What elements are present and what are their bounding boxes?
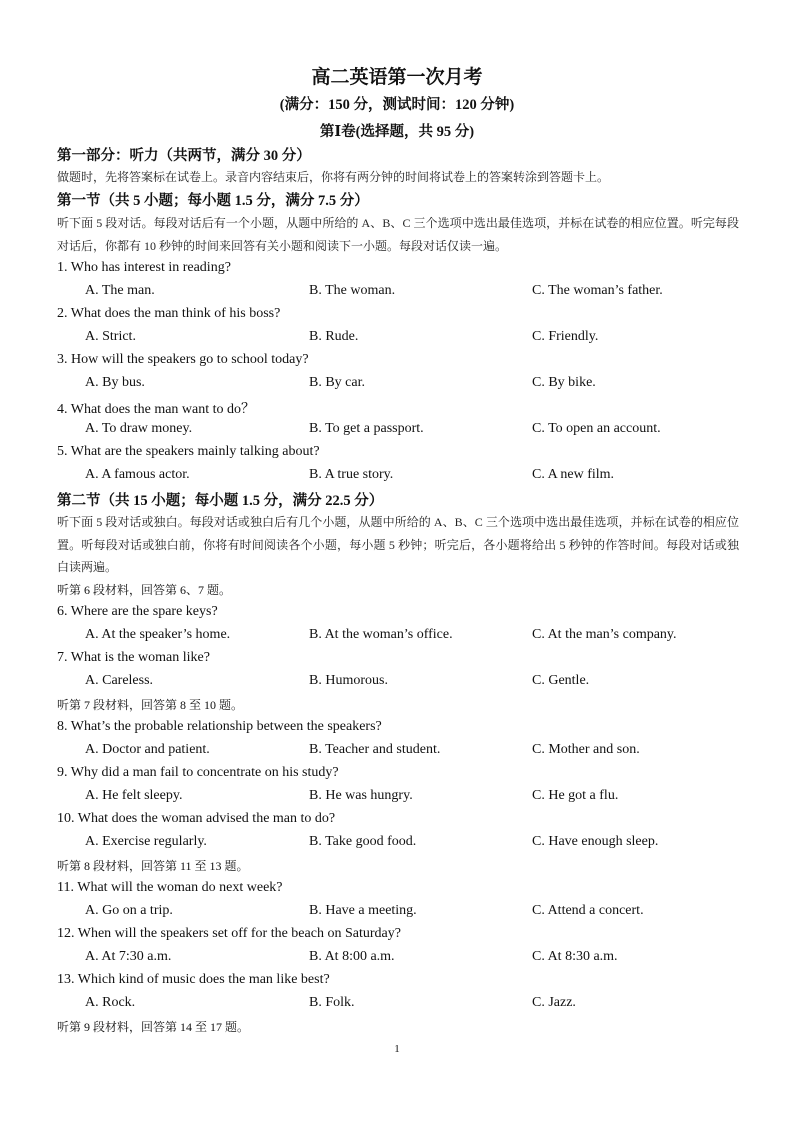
question-11: 11. What will the woman do next week? <box>57 880 283 895</box>
volume-heading: 第Ⅰ卷(选择题，共 95 分) <box>319 124 475 140</box>
q1-option-b: B. The woman. <box>309 283 396 298</box>
q13-option-a: A. Rock. <box>85 995 136 1010</box>
question-13: 13. Which kind of music does the man like best? <box>57 972 330 987</box>
question-6: 6. Where are the spare keys? <box>57 604 218 619</box>
q6-option-c: C. At the man’s company. <box>532 627 677 642</box>
q9-option-b: B. He was hungry. <box>309 788 413 803</box>
q9-option-a: A. He felt sleepy. <box>85 788 183 803</box>
question-2: 2. What does the man think of his boss? <box>57 306 281 321</box>
q2-option-b: B. Rude. <box>309 329 359 344</box>
part1-instruction: 做题时，先将答案标在试卷上。录音内容结束后，你将有两分钟的时间将试卷上的答案转涂到答题卡上。 <box>57 170 610 184</box>
q5-option-b: B. A true story. <box>309 467 394 482</box>
q4-option-a: A. To draw money. <box>85 421 193 436</box>
q2-option-a: A. Strict. <box>85 329 136 344</box>
material-7-note: 听第 7 段材料，回答第 8 至 10 题。 <box>57 698 244 712</box>
exam-title: 高二英语第一次月考 <box>311 67 483 88</box>
question-12: 12. When will the speakers set off for the beach on Saturday? <box>57 926 401 941</box>
question-1: 1. Who has interest in reading? <box>57 260 231 275</box>
q7-option-a: A. Careless. <box>85 673 154 688</box>
section2-heading: 第二节（共 15 小题；每小题 1.5 分，满分 22.5 分） <box>57 493 384 509</box>
section2-instruction: 听下面 5 段对话或独白。每段对话或独白后有几个小题，从题中所给的 A、B、C 三个选项中选出最佳选项，并标在试卷的相应位置。听每段对话或独白前，你将有时间阅读各个小题，每小题 5 秒钟；听完后，各小题将给出 5 秒钟的作答时间。每段对话或独白读两遍。 <box>57 515 739 574</box>
q8-option-a: A. Doctor and patient. <box>85 742 210 757</box>
q3-option-b: B. By car. <box>309 375 365 390</box>
material-6-note: 听第 6 段材料，回答第 6、7 题。 <box>57 583 232 597</box>
q6-option-b: B. At the woman’s office. <box>309 627 453 642</box>
q11-option-b: B. Have a meeting. <box>309 903 417 918</box>
q5-option-a: A. A famous actor. <box>85 467 190 482</box>
question-7: 7. What is the woman like? <box>57 650 210 665</box>
q12-option-c: C. At 8:30 a.m. <box>532 949 618 964</box>
exam-subtitle: (满分：150 分，测试时间：120 分钟) <box>279 97 515 113</box>
q4-option-c: C. To open an account. <box>532 421 661 436</box>
q13-option-b: B. Folk. <box>309 995 355 1010</box>
part1-heading: 第一部分：听力（共两节，满分 30 分） <box>57 148 311 164</box>
q8-option-b: B. Teacher and student. <box>309 742 441 757</box>
question-10: 10. What does the woman advised the man to do? <box>57 811 336 826</box>
q3-option-c: C. By bike. <box>532 375 596 390</box>
question-8: 8. What’s the probable relationship between the speakers? <box>57 719 382 734</box>
page-number: 1 <box>394 1043 400 1055</box>
q10-option-b: B. Take good food. <box>309 834 417 849</box>
q8-option-c: C. Mother and son. <box>532 742 640 757</box>
q11-option-a: A. Go on a trip. <box>85 903 173 918</box>
question-9: 9. Why did a man fail to concentrate on his study? <box>57 765 339 780</box>
q10-option-a: A. Exercise regularly. <box>85 834 207 849</box>
material-9-note: 听第 9 段材料，回答第 14 至 17 题。 <box>57 1020 250 1034</box>
q10-option-c: C. Have enough sleep. <box>532 834 659 849</box>
q5-option-c: C. A new film. <box>532 467 615 482</box>
question-4: 4. What does the man want to do？ <box>57 402 256 417</box>
q2-option-c: C. Friendly. <box>532 329 599 344</box>
q3-option-a: A. By bus. <box>85 375 145 390</box>
q13-option-c: C. Jazz. <box>532 995 576 1010</box>
question-3: 3. How will the speakers go to school today? <box>57 352 309 367</box>
q12-option-b: B. At 8:00 a.m. <box>309 949 395 964</box>
q12-option-a: A. At 7:30 a.m. <box>85 949 172 964</box>
section1-heading: 第一节（共 5 小题；每小题 1.5 分，满分 7.5 分） <box>57 193 369 209</box>
q4-option-b: B. To get a passport. <box>309 421 424 436</box>
section1-instruction: 听下面 5 段对话。每段对话后有一个小题，从题中所给的 A、B、C 三个选项中选出最佳选项，并标在试卷的相应位置。听完每段对话后，你都有 10 秒钟的时间来回答有关小题和阅读下一小题。每段对话仅读一遍。 <box>57 216 739 253</box>
q1-option-a: A. The man. <box>85 283 155 298</box>
q9-option-c: C. He got a flu. <box>532 788 619 803</box>
q1-option-c: C. The woman’s father. <box>532 283 663 298</box>
q11-option-c: C. Attend a concert. <box>532 903 644 918</box>
q7-option-b: B. Humorous. <box>309 673 388 688</box>
q7-option-c: C. Gentle. <box>532 673 590 688</box>
material-8-note: 听第 8 段材料，回答第 11 至 13 题。 <box>57 859 249 873</box>
q6-option-a: A. At the speaker’s home. <box>85 627 231 642</box>
question-5: 5. What are the speakers mainly talking about? <box>57 444 320 459</box>
